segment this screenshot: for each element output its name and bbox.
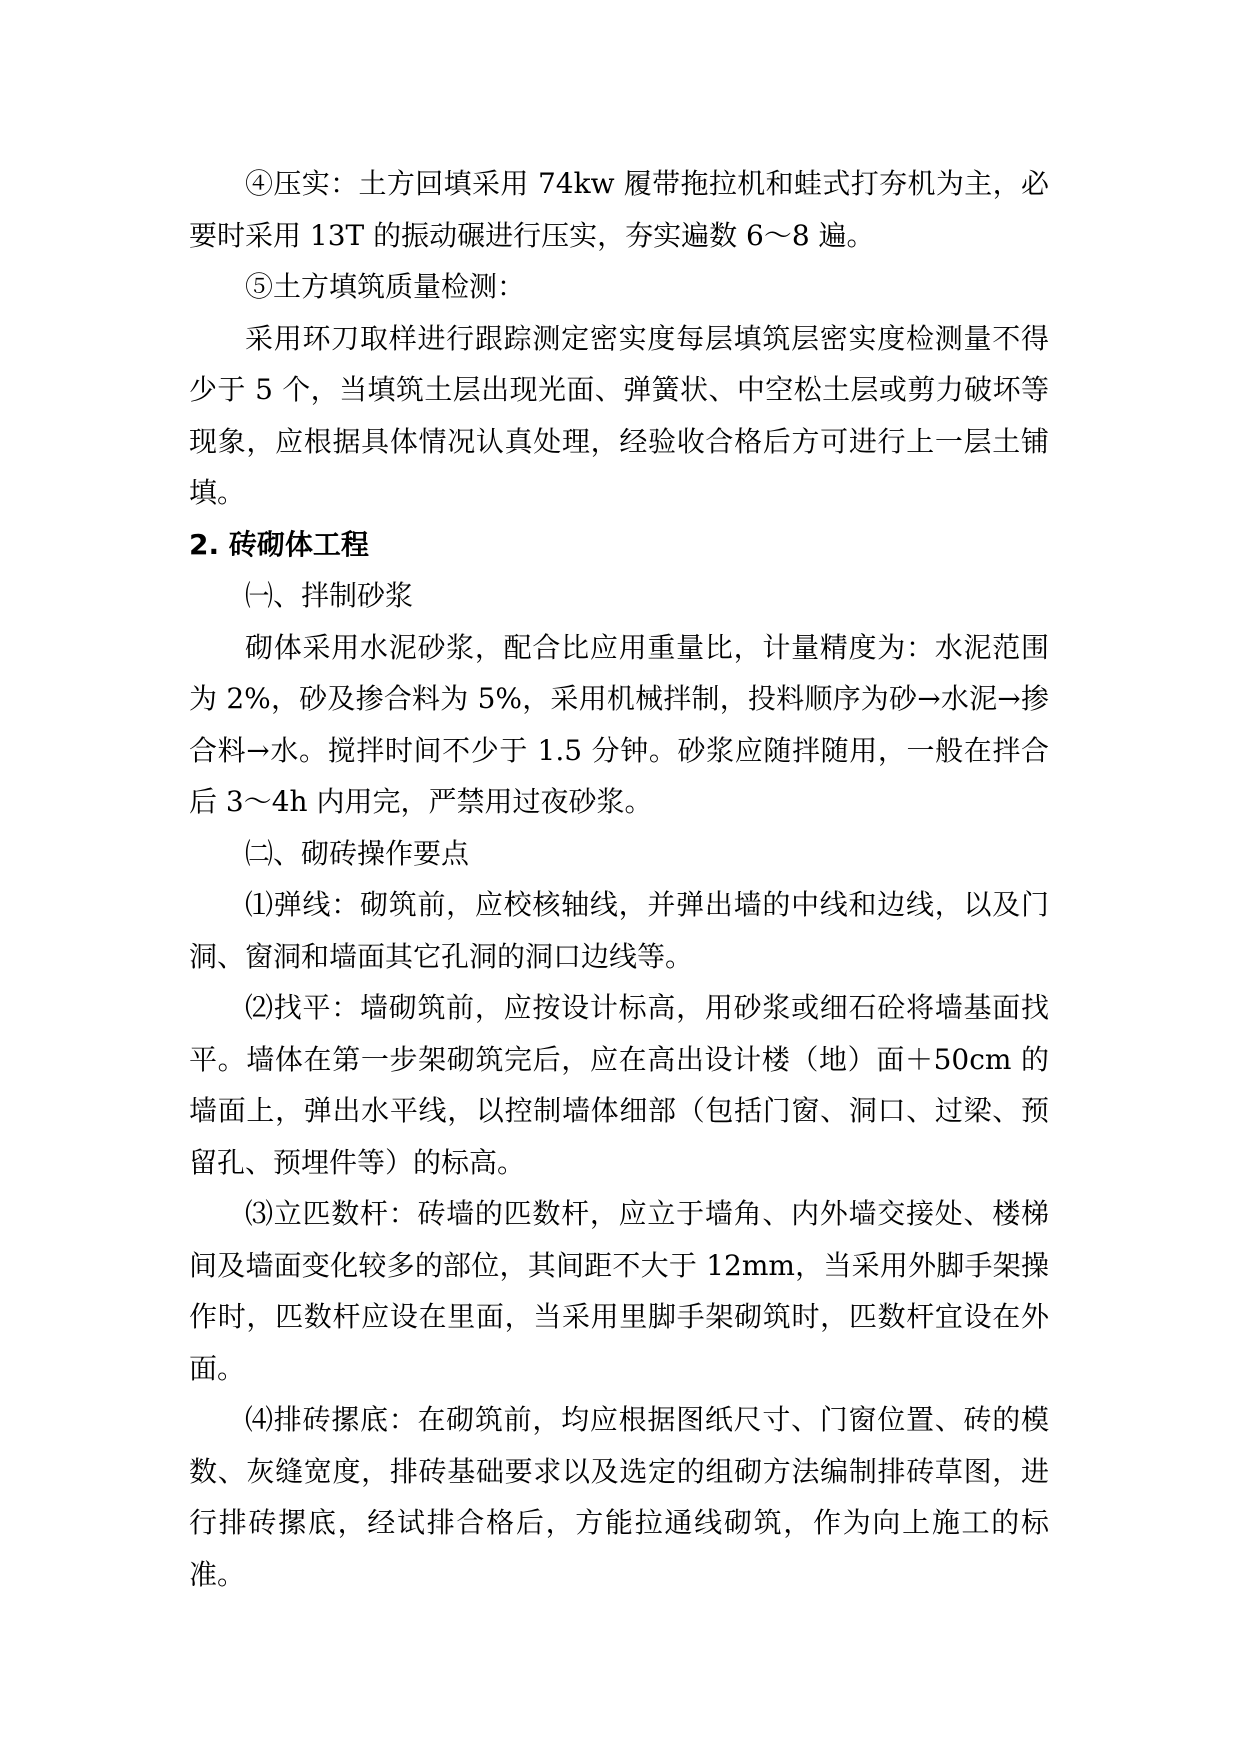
paragraph-quality-check: 采用环刀取样进行跟踪测定密实度每层填筑层密实度检测量不得少于 5 个，当填筑土层出现光面、弹簧状、中空松土层或剪力破坏等现象，应根据具体情况认真处理，经验收合格后方可进行上一层土铺填。	[189, 321, 1049, 509]
paragraph-leveling: ⑵找平：墙砌筑前，应按设计标高，用砂浆或细石砼将墙基面找平。墙体在第一步架砌筑完后，应在高出设计楼（地）面＋50cm 的墙面上，弹出水平线，以控制墙体细部（包括门窗、洞口、过梁、预留孔、预埋件等）的标高。	[189, 991, 1049, 1179]
paragraph-quality-check-title: ⑤土方填筑质量检测：	[245, 270, 526, 303]
subheading-mortar-mixing: ㈠、拌制砂浆	[245, 579, 414, 612]
subheading-bricklaying-points: ㈡、砌砖操作要点	[245, 836, 470, 870]
section-heading-masonry: 2. 砖砌体工程	[189, 527, 369, 561]
paragraph-brick-layout: ⑷排砖摞底：在砌筑前，均应根据图纸尺寸、门窗位置、砖的模数、灰缝宽度，排砖基础要求以及选定的组砌方法编制排砖草图，进行排砖摞底，经试排合格后，方能拉通线砌筑，作为向上施工的标准。	[189, 1403, 1049, 1591]
paragraph-mortar: 砌体采用水泥砂浆，配合比应用重量比，计量精度为：水泥范围为 2%，砂及掺合料为 5%，采用机械拌制，投料顺序为砂→水泥→掺合料→水。搅拌时间不少于 1.5 分钟。砂浆应随拌随用，一般在拌合后 3～4h 内用完，严禁用过夜砂浆。	[189, 630, 1049, 818]
paragraph-line-marking: ⑴弹线：砌筑前，应校核轴线，并弹出墙的中线和边线，以及门洞、窗洞和墙面其它孔洞的洞口边线等。	[189, 888, 1049, 973]
paragraph-compaction: ④压实：土方回填采用 74kw 履带拖拉机和蛙式打夯机为主，必要时采用 13T 的振动碾进行压实，夯实遍数 6～8 遍。	[189, 167, 1049, 252]
paragraph-course-rod: ⑶立匹数杆：砖墙的匹数杆，应立于墙角、内外墙交接处、楼梯间及墙面变化较多的部位，其间距不大于 12mm，当采用外脚手架操作时，匹数杆应设在里面，当采用里脚手架砌筑时，匹数杆宜设在外面。	[189, 1197, 1049, 1385]
document-page	[189, 158, 1049, 1600]
